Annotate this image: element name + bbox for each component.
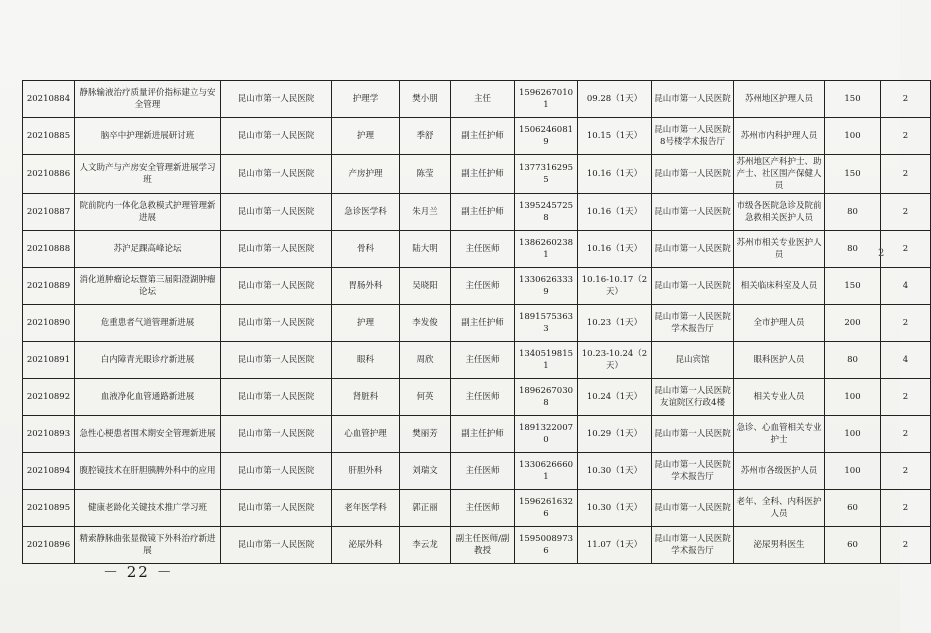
cell-date: 10.23（1天） bbox=[578, 305, 652, 342]
cell-venue: 昆山市第一人民医院 bbox=[652, 155, 734, 194]
cell-participant-count: 80 bbox=[825, 231, 881, 268]
cell-course-id: 20210890 bbox=[23, 305, 75, 342]
table-row bbox=[23, 416, 931, 453]
cell-venue: 昆山市第一人民医院 bbox=[652, 81, 734, 118]
table-row bbox=[23, 81, 931, 118]
cell-audience: 苏州市内科护理人员 bbox=[734, 118, 825, 155]
cell-phone: 15962616326 bbox=[515, 490, 578, 527]
cell-phone: 15950089736 bbox=[515, 527, 578, 564]
cell-date: 10.30（1天） bbox=[578, 490, 652, 527]
cell-host-unit: 昆山市第一人民医院 bbox=[221, 118, 332, 155]
cell-position: 主任医师 bbox=[451, 231, 515, 268]
cell-participant-count: 80 bbox=[825, 342, 881, 379]
cell-discipline: 肾脏科 bbox=[332, 379, 400, 416]
cell-course-id: 20210884 bbox=[23, 81, 75, 118]
cell-discipline: 护理学 bbox=[332, 81, 400, 118]
cell-date: 11.07（1天） bbox=[578, 527, 652, 564]
cell-discipline: 急诊医学科 bbox=[332, 194, 400, 231]
cell-phone: 18915753633 bbox=[515, 305, 578, 342]
cell-date: 10.16-10.17（2天） bbox=[578, 268, 652, 305]
cell-course-id: 20210885 bbox=[23, 118, 75, 155]
cell-discipline: 护理 bbox=[332, 305, 400, 342]
cell-participant-count: 80 bbox=[825, 194, 881, 231]
table-row bbox=[23, 268, 931, 305]
cell-venue: 昆山市第一人民医院 bbox=[652, 490, 734, 527]
cell-discipline: 肝胆外科 bbox=[332, 453, 400, 490]
cell-leader: 樊小朋 bbox=[400, 81, 451, 118]
cell-venue: 昆山市第一人民医院 bbox=[652, 231, 734, 268]
cell-course-id: 20210892 bbox=[23, 379, 75, 416]
cell-leader: 陆大明 bbox=[400, 231, 451, 268]
cell-position: 主任 bbox=[451, 81, 515, 118]
cell-leader: 何英 bbox=[400, 379, 451, 416]
table-row bbox=[23, 305, 931, 342]
cell-credit: 2 bbox=[881, 305, 931, 342]
cell-credit: 2 bbox=[881, 81, 931, 118]
cell-position: 主任医师 bbox=[451, 268, 515, 305]
cell-position: 副主任护师 bbox=[451, 155, 515, 194]
cell-position: 副主任护师 bbox=[451, 118, 515, 155]
cell-credit: 2 bbox=[881, 453, 931, 490]
cell-participant-count: 100 bbox=[825, 416, 881, 453]
cell-participant-count: 100 bbox=[825, 379, 881, 416]
cell-host-unit: 昆山市第一人民医院 bbox=[221, 194, 332, 231]
cell-date: 10.29（1天） bbox=[578, 416, 652, 453]
cell-host-unit: 昆山市第一人民医院 bbox=[221, 416, 332, 453]
table-row bbox=[23, 342, 931, 379]
cell-course-title: 血液净化血管通路新进展 bbox=[75, 379, 221, 416]
cell-audience: 急诊、心血管相关专业护士 bbox=[734, 416, 825, 453]
cell-leader: 陈莹 bbox=[400, 155, 451, 194]
cell-course-id: 20210896 bbox=[23, 527, 75, 564]
cell-position: 主任医师 bbox=[451, 490, 515, 527]
cell-host-unit: 昆山市第一人民医院 bbox=[221, 268, 332, 305]
cell-discipline: 骨科 bbox=[332, 231, 400, 268]
cell-phone: 13306266601 bbox=[515, 453, 578, 490]
cell-credit: 2 bbox=[881, 194, 931, 231]
cell-audience: 泌尿男科医生 bbox=[734, 527, 825, 564]
cell-discipline: 胃肠外科 bbox=[332, 268, 400, 305]
table-row bbox=[23, 490, 931, 527]
cell-position: 副主任医师/副教授 bbox=[451, 527, 515, 564]
cell-discipline: 心血管护理 bbox=[332, 416, 400, 453]
cell-audience: 苏州地区护理人员 bbox=[734, 81, 825, 118]
cell-course-title: 精索静脉曲张显微镜下外科治疗新进展 bbox=[75, 527, 221, 564]
table-row bbox=[23, 155, 931, 194]
cell-course-title: 腹腔镜技术在肝胆胰脾外科中的应用 bbox=[75, 453, 221, 490]
cell-participant-count: 150 bbox=[825, 155, 881, 194]
cell-venue: 昆山市第一人民医院友谊院区行政4楼 bbox=[652, 379, 734, 416]
cell-course-title: 脑卒中护理新进展研讨班 bbox=[75, 118, 221, 155]
cell-credit: 2 bbox=[881, 527, 931, 564]
cell-leader: 李发俊 bbox=[400, 305, 451, 342]
cell-venue: 昆山市第一人民医院学术报告厅 bbox=[652, 527, 734, 564]
table-row bbox=[23, 453, 931, 490]
cell-phone: 18962670308 bbox=[515, 379, 578, 416]
cell-leader: 刘瑞文 bbox=[400, 453, 451, 490]
table-row bbox=[23, 527, 931, 564]
cell-course-id: 20210889 bbox=[23, 268, 75, 305]
cell-host-unit: 昆山市第一人民医院 bbox=[221, 453, 332, 490]
cell-leader: 郭正丽 bbox=[400, 490, 451, 527]
cell-course-id: 20210887 bbox=[23, 194, 75, 231]
cell-date: 10.24（1天） bbox=[578, 379, 652, 416]
cell-course-id: 20210888 bbox=[23, 231, 75, 268]
cell-course-id: 20210891 bbox=[23, 342, 75, 379]
cell-audience: 苏州地区产科护士、助产士、社区围产保健人员 bbox=[734, 155, 825, 194]
cell-audience: 全市护理人员 bbox=[734, 305, 825, 342]
cell-host-unit: 昆山市第一人民医院 bbox=[221, 305, 332, 342]
cell-participant-count: 150 bbox=[825, 81, 881, 118]
cell-venue: 昆山市第一人民医院学术报告厅 bbox=[652, 453, 734, 490]
cell-discipline: 产房护理 bbox=[332, 155, 400, 194]
cell-audience: 相关专业人员 bbox=[734, 379, 825, 416]
cell-course-title: 健康老龄化关键技术推广学习班 bbox=[75, 490, 221, 527]
cell-position: 副主任护师 bbox=[451, 416, 515, 453]
cell-venue: 昆山市第一人民医院 bbox=[652, 268, 734, 305]
cell-leader: 朱月兰 bbox=[400, 194, 451, 231]
cell-discipline: 护理 bbox=[332, 118, 400, 155]
cell-host-unit: 昆山市第一人民医院 bbox=[221, 490, 332, 527]
cell-venue: 昆山宾馆 bbox=[652, 342, 734, 379]
cell-host-unit: 昆山市第一人民医院 bbox=[221, 342, 332, 379]
cell-position: 主任医师 bbox=[451, 453, 515, 490]
cell-course-title: 静脉输液治疗质量评价指标建立与安全管理 bbox=[75, 81, 221, 118]
cell-leader: 周欣 bbox=[400, 342, 451, 379]
cell-credit: 2 bbox=[881, 155, 931, 194]
cell-position: 副主任护师 bbox=[451, 194, 515, 231]
cell-phone: 18913220070 bbox=[515, 416, 578, 453]
cell-phone: 15962670101 bbox=[515, 81, 578, 118]
cell-course-id: 20210893 bbox=[23, 416, 75, 453]
cell-audience: 老年、全科、内科医护人员 bbox=[734, 490, 825, 527]
cell-discipline: 眼科 bbox=[332, 342, 400, 379]
cell-position: 副主任护师 bbox=[451, 305, 515, 342]
cell-venue: 昆山市第一人民医院 bbox=[652, 194, 734, 231]
cell-audience: 市级各医院急诊及院前急救相关医护人员 bbox=[734, 194, 825, 231]
cell-course-id: 20210894 bbox=[23, 453, 75, 490]
cell-venue: 昆山市第一人民医院学术报告厅 bbox=[652, 305, 734, 342]
cell-date: 10.30（1天） bbox=[578, 453, 652, 490]
cell-credit: 2 bbox=[881, 490, 931, 527]
cell-discipline: 老年医学科 bbox=[332, 490, 400, 527]
cell-audience: 苏州市各级医护人员 bbox=[734, 453, 825, 490]
cell-credit: 2 bbox=[881, 118, 931, 155]
cell-course-title: 危重患者气道管理新进展 bbox=[75, 305, 221, 342]
page-number: － 22 － bbox=[103, 563, 174, 581]
cell-discipline: 泌尿外科 bbox=[332, 527, 400, 564]
cell-course-title: 苏沪足踝高峰论坛 bbox=[75, 231, 221, 268]
cell-date: 10.16（1天） bbox=[578, 231, 652, 268]
cell-phone: 13306263339 bbox=[515, 268, 578, 305]
cell-host-unit: 昆山市第一人民医院 bbox=[221, 155, 332, 194]
cell-course-title: 白内障青光眼诊疗新进展 bbox=[75, 342, 221, 379]
table-row bbox=[23, 118, 931, 155]
cell-phone: 13862602381 bbox=[515, 231, 578, 268]
cell-course-title: 消化道肿瘤论坛暨第三届阳澄湖肿瘤论坛 bbox=[75, 268, 221, 305]
cell-course-title: 急性心梗患者围术期安全管理新进展 bbox=[75, 416, 221, 453]
cell-leader: 樊丽芳 bbox=[400, 416, 451, 453]
cell-host-unit: 昆山市第一人民医院 bbox=[221, 379, 332, 416]
cell-leader: 李云龙 bbox=[400, 527, 451, 564]
table-row bbox=[23, 231, 931, 268]
cell-credit: 4 bbox=[881, 268, 931, 305]
course-table-body bbox=[23, 81, 931, 564]
table-row bbox=[23, 379, 931, 416]
cell-host-unit: 昆山市第一人民医院 bbox=[221, 231, 332, 268]
cell-course-title: 人文助产与产房安全管理新进展学习班 bbox=[75, 155, 221, 194]
cell-credit: 2 bbox=[881, 379, 931, 416]
cell-participant-count: 60 bbox=[825, 490, 881, 527]
cell-audience: 眼科医护人员 bbox=[734, 342, 825, 379]
cell-audience: 苏州市相关专业医护人员 bbox=[734, 231, 825, 268]
cell-phone: 13952457258 bbox=[515, 194, 578, 231]
cell-date: 10.23-10.24（2天） bbox=[578, 342, 652, 379]
cell-participant-count: 150 bbox=[825, 268, 881, 305]
cell-venue: 昆山市第一人民医院 bbox=[652, 416, 734, 453]
cell-host-unit: 昆山市第一人民医院 bbox=[221, 527, 332, 564]
cell-date: 10.16（1天） bbox=[578, 155, 652, 194]
cell-date: 09.28（1天） bbox=[578, 81, 652, 118]
cell-participant-count: 60 bbox=[825, 527, 881, 564]
table-row bbox=[23, 194, 931, 231]
cell-venue: 昆山市第一人民医院8号楼学术报告厅 bbox=[652, 118, 734, 155]
cell-participant-count: 100 bbox=[825, 453, 881, 490]
cell-course-title: 院前院内一体化急救模式护理管理新进展 bbox=[75, 194, 221, 231]
cell-credit: 2 bbox=[881, 231, 931, 268]
cell-course-id: 20210895 bbox=[23, 490, 75, 527]
course-table bbox=[22, 80, 931, 564]
cell-date: 10.16（1天） bbox=[578, 194, 652, 231]
margin-mark: 2 bbox=[878, 248, 885, 259]
cell-credit: 4 bbox=[881, 342, 931, 379]
cell-position: 主任医师 bbox=[451, 342, 515, 379]
cell-participant-count: 200 bbox=[825, 305, 881, 342]
cell-course-id: 20210886 bbox=[23, 155, 75, 194]
cell-host-unit: 昆山市第一人民医院 bbox=[221, 81, 332, 118]
cell-phone: 13405198151 bbox=[515, 342, 578, 379]
cell-leader: 吴晓阳 bbox=[400, 268, 451, 305]
cell-credit: 2 bbox=[881, 416, 931, 453]
cell-phone: 13773162955 bbox=[515, 155, 578, 194]
cell-position: 主任医师 bbox=[451, 379, 515, 416]
cell-audience: 相关临床科室及人员 bbox=[734, 268, 825, 305]
cell-participant-count: 100 bbox=[825, 118, 881, 155]
cell-leader: 季舒 bbox=[400, 118, 451, 155]
cell-phone: 15062460819 bbox=[515, 118, 578, 155]
cell-date: 10.15（1天） bbox=[578, 118, 652, 155]
